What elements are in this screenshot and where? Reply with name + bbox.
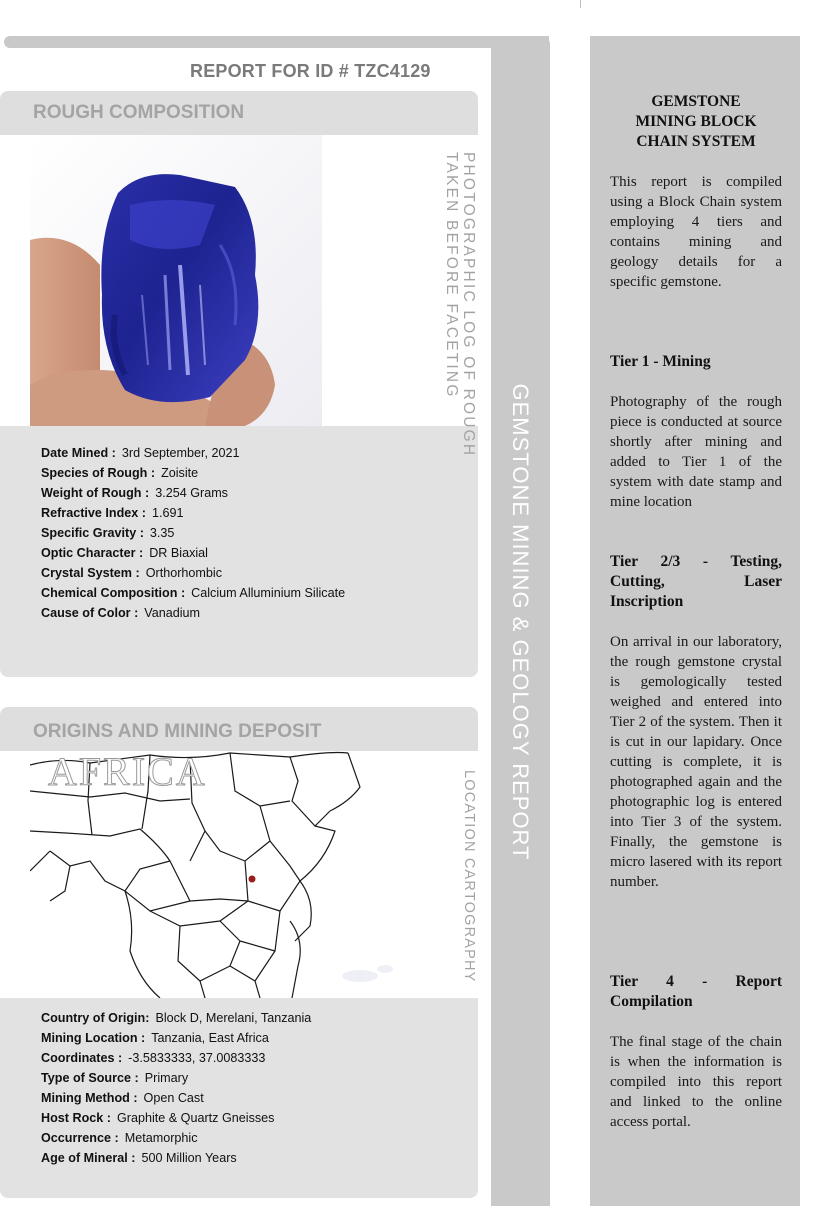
- tier1-heading: Tier 1 - Mining: [610, 353, 711, 370]
- origin-detail-row: Country of Origin: Block D, Merelani, Tanzania: [41, 1011, 312, 1025]
- rough-photo-caption: [443, 152, 477, 457]
- rough-panel-title: ROUGH COMPOSITION: [33, 102, 245, 123]
- header-bar: [4, 36, 549, 48]
- rough-gemstone-photo: [30, 135, 322, 426]
- map-region-label: AFRICA: [48, 751, 207, 794]
- origin-detail-row: Occurrence : Metamorphic: [41, 1131, 198, 1145]
- africa-location-map: [30, 751, 425, 998]
- rough-detail-row: Optic Character : DR Biaxial: [41, 546, 208, 560]
- tier4-text: The final stage of the chain is when the information is compiled into this report and linked to the online access portal.: [610, 1034, 782, 1130]
- rough-detail-row: Species of Rough : Zoisite: [41, 466, 199, 480]
- rough-detail-row: Crystal System : Orthorhombic: [41, 566, 222, 580]
- rough-detail-row: Cause of Color : Vanadium: [41, 606, 201, 620]
- tier1-text: Photography of the rough piece is conducted at source shortly after mining and added to Tier 1 of the system with date stamp and mine location: [610, 394, 782, 510]
- origin-detail-row: Host Rock : Graphite & Quartz Gneisses: [41, 1111, 275, 1125]
- tier4-heading: Tier 4 - Report Compilation: [610, 973, 782, 1010]
- sidebar-title-line2: MINING BLOCK: [635, 113, 757, 130]
- origin-detail-row: Mining Method : Open Cast: [41, 1091, 204, 1105]
- rough-detail-row: Chemical Composition : Calcium Alluminium Silicate: [41, 586, 346, 600]
- rough-detail-row: Specific Gravity : 3.35: [41, 526, 175, 540]
- sidebar-intro: This report is compiled using a Block Chain system employing 4 tiers and contains mining and geology details for a specific gemstone.: [610, 174, 782, 290]
- origin-detail-row: Coordinates : -3.5833333, 37.0083333: [41, 1051, 266, 1065]
- tier23-text: On arrival in our laboratory, the rough gemstone crystal is gemologically tested weighed and entered into Tier 2 of the system. Then it is cut in our lapidary. Once cutting is complete, it is photographed again and the photographic log is entered into Tier 3 of the system. Finally, the gemstone is micro lasered with its report number.: [610, 634, 782, 890]
- top-divider-tick: [580, 0, 581, 8]
- map-caption: LOCATION CARTOGRAPHY: [461, 770, 477, 983]
- mine-location-marker: [249, 876, 256, 883]
- vertical-report-title: GEMSTONE MINING & GEOLOGY REPORT: [508, 383, 533, 861]
- rough-photo-caption-line1: PHOTOGRAPHIC LOG OF ROUGH: [460, 152, 477, 458]
- origin-detail-row: Age of Mineral : 500 Million Years: [41, 1151, 237, 1165]
- origin-detail-row: Type of Source : Primary: [41, 1071, 189, 1085]
- origin-detail-row: Mining Location : Tanzania, East Africa: [41, 1031, 269, 1045]
- sidebar-title-line3: CHAIN SYSTEM: [636, 133, 756, 150]
- sidebar-title-line1: GEMSTONE: [651, 93, 741, 110]
- rough-detail-row: Weight of Rough : 3.254 Grams: [41, 486, 228, 500]
- rough-photo-caption-line2: TAKEN BEFORE FACETING: [443, 152, 460, 399]
- tier23-heading: Tier 2/3 - Testing, Cutting, Laser Inscription: [610, 553, 782, 610]
- report-id-heading: REPORT FOR ID # TZC4129: [190, 61, 431, 81]
- origins-panel-title: ORIGINS AND MINING DEPOSIT: [33, 721, 322, 742]
- sidebar-title: [610, 92, 782, 152]
- rough-detail-row: Date Mined : 3rd September, 2021: [41, 446, 240, 460]
- rough-detail-row: Refractive Index : 1.691: [41, 506, 184, 520]
